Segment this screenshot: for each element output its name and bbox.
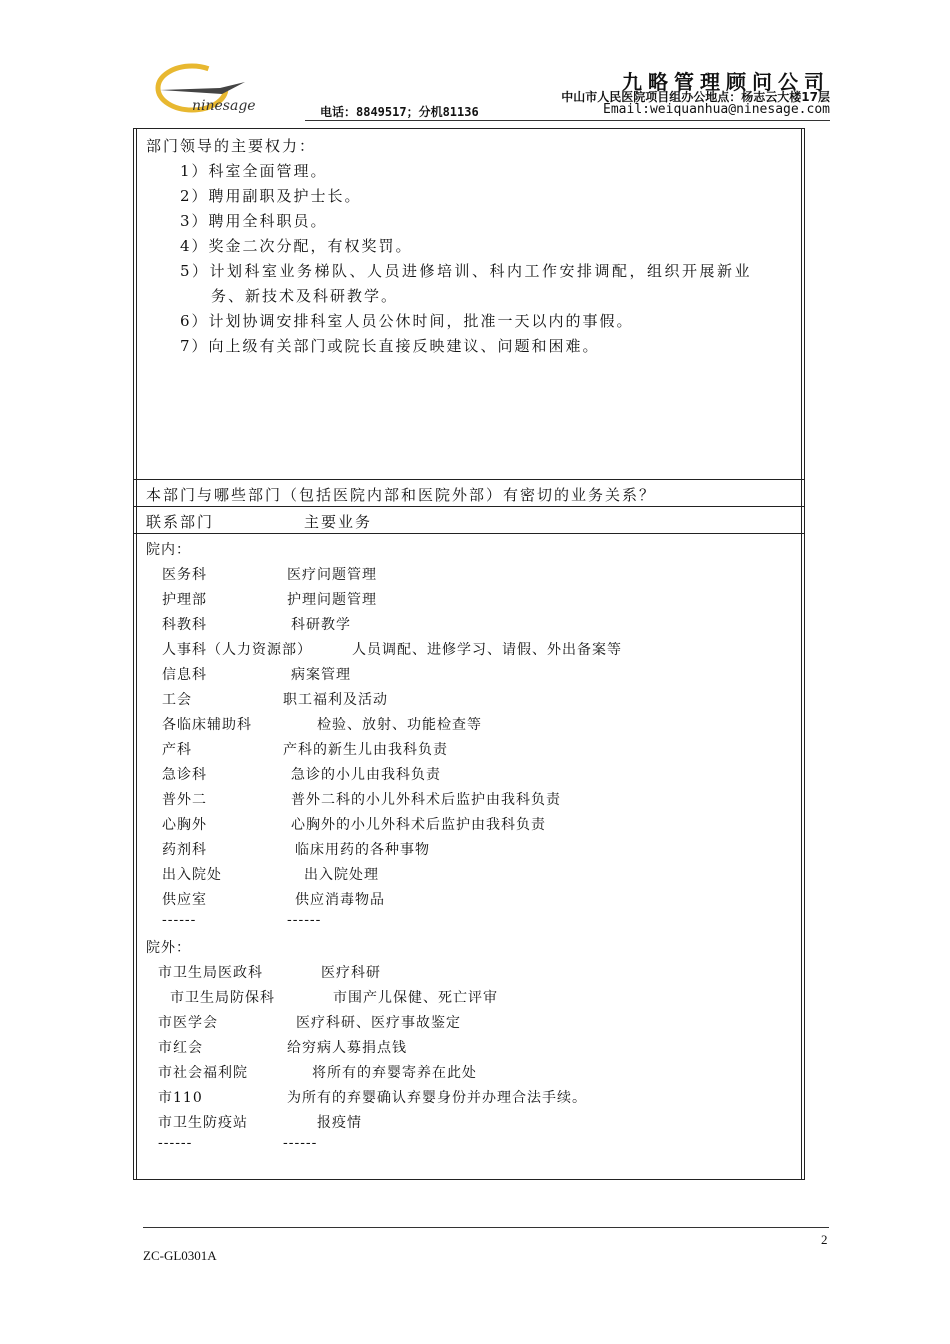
footer-rule (143, 1227, 829, 1228)
power-item: 1）科室全面管理。 (180, 162, 328, 180)
project-address: 中山市人民医院项目组办公地点：杨志云大楼17层 (561, 90, 830, 104)
internal-business: 供应消毒物品 (295, 892, 385, 908)
external-business: 医疗科研、医疗事故鉴定 (296, 1015, 461, 1031)
header-rule (305, 120, 830, 121)
external-business: 医疗科研 (321, 965, 381, 981)
relations-question: 本部门与哪些部门（包括医院内部和医院外部）有密切的业务关系？ (146, 486, 657, 504)
internal-dept: 供应室 (162, 892, 207, 908)
internal-dept: 各临床辅助科 (162, 717, 252, 733)
internal-business: 出入院处理 (304, 867, 379, 883)
logo-plane (160, 82, 245, 94)
internal-business: 检验、放射、功能检查等 (317, 717, 482, 733)
internal-dept: 心胸外 (162, 817, 207, 833)
internal-business: 科研教学 (291, 617, 351, 633)
phone: 电话：8849517；分机81136 (320, 105, 479, 119)
external-dept: 市医学会 (158, 1015, 218, 1031)
external-dept: 市红会 (158, 1040, 203, 1056)
internal-dept-ellipsis: ------ (162, 912, 197, 928)
internal-dept: 急诊科 (162, 767, 207, 783)
external-dept-ellipsis: ------ (158, 1135, 193, 1151)
company-name: 九略管理顾问公司 (622, 70, 830, 94)
power-item: 6）计划协调安排科室人员公休时间，批准一天以内的事假。 (180, 312, 634, 330)
responsibility-table (133, 128, 805, 1180)
internal-business: 普外二科的小儿外科术后监护由我科负责 (291, 792, 561, 808)
power-item: 4）奖金二次分配，有权奖罚。 (180, 237, 413, 255)
internal-business: 病案管理 (291, 667, 351, 683)
internal-business: 产科的新生儿由我科负责 (283, 742, 448, 758)
internal-business: 医疗问题管理 (287, 567, 377, 583)
internal-dept: 工会 (162, 692, 192, 708)
internal-business: 职工福利及活动 (283, 692, 388, 708)
email: Email:weiquanhua@ninesage.com (603, 102, 830, 117)
internal-label: 院内： (146, 542, 191, 558)
external-business: 将所有的弃婴寄养在此处 (312, 1065, 477, 1081)
internal-dept: 信息科 (162, 667, 207, 683)
internal-business-ellipsis: ------ (287, 912, 322, 928)
internal-business: 心胸外的小儿外科术后监护由我科负责 (291, 817, 546, 833)
internal-dept: 普外二 (162, 792, 207, 808)
external-business: 给穷病人募捐点钱 (287, 1040, 407, 1056)
power-item: 7）向上级有关部门或院长直接反映建议、问题和困难。 (180, 337, 600, 355)
external-business-ellipsis: ------ (283, 1135, 318, 1151)
internal-dept: 出入院处 (162, 867, 222, 883)
internal-business: 临床用药的各种事物 (295, 842, 430, 858)
internal-business: 急诊的小儿由我科负责 (291, 767, 441, 783)
internal-dept: 医务科 (162, 567, 207, 583)
internal-dept: 科教科 (162, 617, 207, 633)
power-item-continued: 务、新技术及科研教学。 (211, 287, 399, 305)
document-code: ZC-GL0301A (143, 1248, 217, 1263)
external-dept: 市卫生局防保科 (170, 990, 275, 1006)
external-business: 市围产儿保健、死亡评审 (333, 990, 498, 1006)
external-dept: 市卫生局医政科 (158, 965, 263, 981)
internal-dept: 护理部 (162, 592, 207, 608)
power-item: 2）聘用副职及护士长。 (180, 187, 362, 205)
external-dept: 市110 (158, 1090, 203, 1106)
column-business-header: 主要业务 (304, 513, 373, 531)
external-dept: 市社会福利院 (158, 1065, 248, 1081)
internal-business: 护理问题管理 (287, 592, 377, 608)
external-dept: 市卫生防疫站 (158, 1115, 248, 1131)
internal-dept: 产科 (162, 742, 192, 758)
powers-title: 部门领导的主要权力： (146, 137, 317, 155)
internal-business: 人员调配、进修学习、请假、外出备案等 (352, 642, 622, 658)
internal-dept: 药剂科 (162, 842, 207, 858)
external-business: 为所有的弃婴确认弃婴身份并办理合法手续。 (287, 1090, 587, 1106)
external-business: 报疫情 (317, 1115, 362, 1131)
power-item: 5）计划科室业务梯队、人员进修培训、科内工作安排调配，组织开展新业 (180, 262, 753, 280)
external-label: 院外： (146, 940, 191, 956)
logo-text: ninesage (192, 98, 256, 114)
internal-dept: 人事科（人力资源部） (162, 642, 312, 658)
power-item: 3）聘用全科职员。 (180, 212, 328, 230)
ninesage-logo (150, 58, 275, 118)
page-number: 2 (821, 1232, 828, 1247)
column-dept-header: 联系部门 (146, 513, 215, 531)
